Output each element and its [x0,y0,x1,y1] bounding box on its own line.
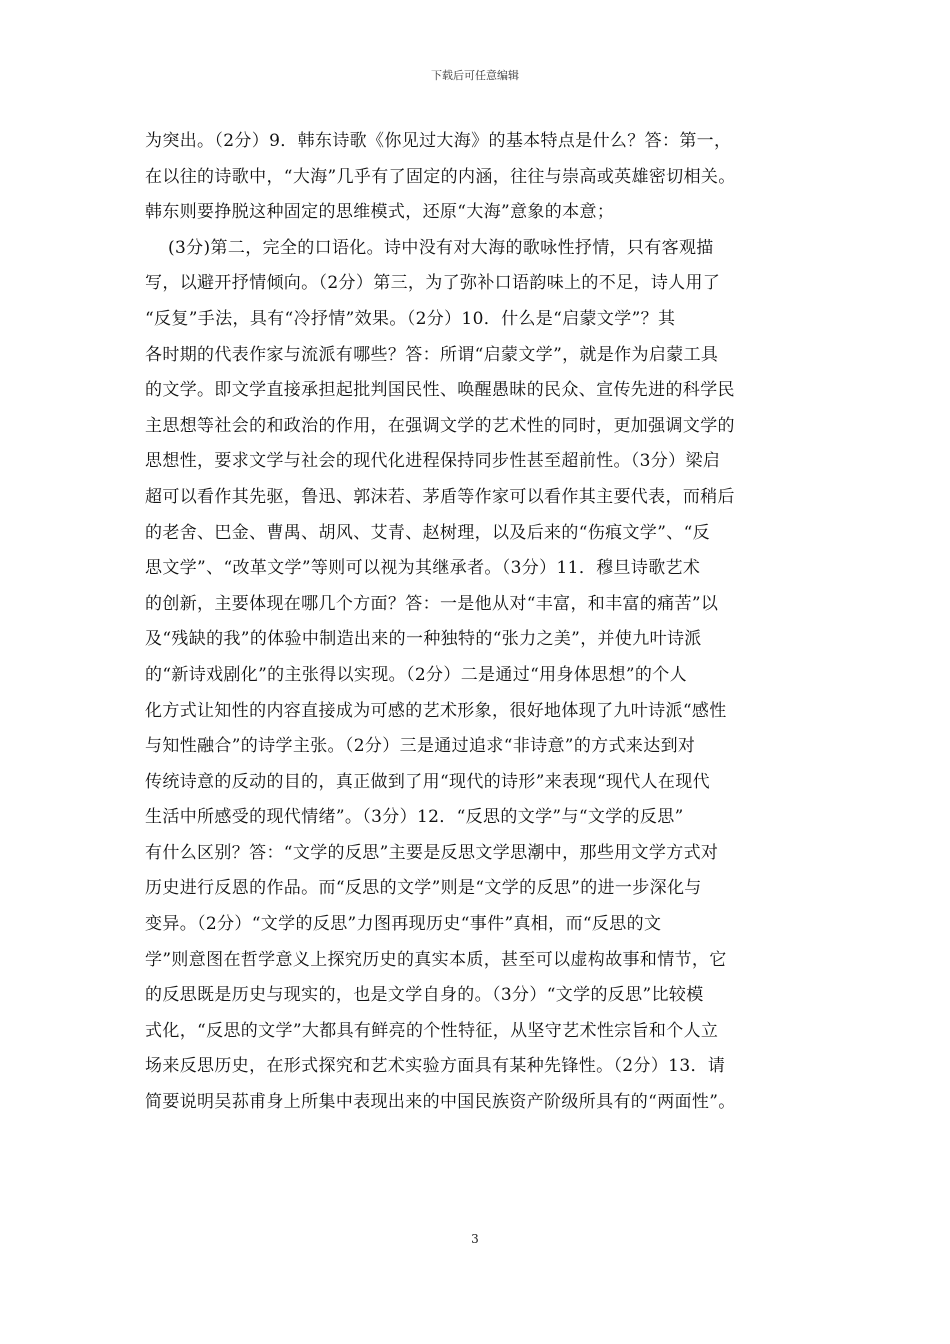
text-line: (3分)第二，完全的口语化。诗中没有对大海的歌咏性抒情，只有客观描 [145,237,714,258]
text-line: 场来反思历史，在形式探究和艺术实验方面具有某种先锋性。（2分）13．请 [145,1056,726,1077]
text-line: 式化，“反思的文学”大都具有鲜亮的个性特征，从坚守艺术性宗旨和个人立 [145,1020,719,1041]
text-line: 的反思既是历史与现实的，也是文学自身的。（3分）“文学的反思”比较模 [145,985,704,1006]
text-line: 的文学。即文学直接承担起批判国民性、唤醒愚昧的民众、宣传先进的科学民 [145,380,735,401]
text-line: 历史进行反恩的作品。而“反思的文学”则是“文学的反思”的进一步深化与 [145,878,702,899]
text-line: 有什么区别？答：“文学的反思”主要是反思文学思潮中，那些用文学方式对 [145,842,719,863]
text-line: 在以往的诗歌中，“大海”几乎有了固定的内涵，往往与崇高或英雄密切相关。 [145,166,736,187]
text-line: 为突出。（2分）9．韩东诗歌《你见过大海》的基本特点是什么？答：第一， [145,131,732,151]
text-line: 传统诗意的反动的目的，真正做到了用“现代的诗形”来表现“现代人在现代 [145,771,710,792]
text-line: 学”则意图在哲学意义上探究历史的真实本质，甚至可以虚构故事和情节，它 [145,949,727,970]
text-line: 思想性，要求文学与社会的现代化进程保持同步性甚至超前性。（3分）梁启 [145,451,721,472]
page-number: 3 [471,1232,479,1246]
text-line: 与知性融合”的诗学主张。（2分）三是通过追求“非诗意”的方式来达到对 [145,736,696,757]
text-line: 的创新，主要体现在哪几个方面？答：一是他从对“丰富，和丰富的痛苦”以 [145,593,719,614]
page-header: 下载后可任意编辑 [431,69,519,82]
text-line: 超可以看作其先驱，鲁迅、郭沫若、茅盾等作家可以看作其主要代表，而稍后 [145,486,735,507]
text-line: 写，以避开抒情倾向。（2分）第三，为了弥补口语韵味上的不足，诗人用了 [145,273,721,294]
text-line: 主思想等社会的和政治的作用，在强调文学的艺术性的同时，更加强调文学的 [145,415,735,436]
text-line: 变异。（2分）“文学的反思”力图再现历史“事件”真相，而“反思的文 [145,914,662,935]
text-line: 韩东则要挣脱这种固定的思维模式，还原“大海”意象的本意； [145,202,615,223]
text-line: “反复”手法，具有“冷抒情”效果。（2分）10．什么是“启蒙文学”？其 [145,308,676,329]
text-line: 的“新诗戏剧化”的主张得以实现。（2分）二是通过“用身体思想”的个人 [145,664,687,685]
text-line: 各时期的代表作家与流派有哪些？答：所谓“启蒙文学”，就是作为启蒙工具 [145,344,719,365]
text-line: 化方式让知性的内容直接成为可感的艺术形象，很好地体现了九叶诗派“感性 [145,700,727,721]
text-line: 的老舍、巴金、曹禺、胡风、艾青、赵树理，以及后来的“伤痕文学”、“反 [145,522,710,543]
text-line: 思文学”、“改革文学”等则可以视为其继承者。（3分）11．穆旦诗歌艺术 [145,558,701,579]
text-line: 及“残缺的我”的体验中制造出来的一种独特的“张力之美”，并使九叶诗派 [145,629,702,650]
text-line: 简要说明吴荪甫身上所集中表现出来的中国民族资产阶级所具有的“两面性”。 [145,1092,736,1113]
document-body [145,124,805,1121]
text-line: 生活中所感受的现代情绪”。（3分）12．“反思的文学”与“文学的反思” [145,807,684,828]
